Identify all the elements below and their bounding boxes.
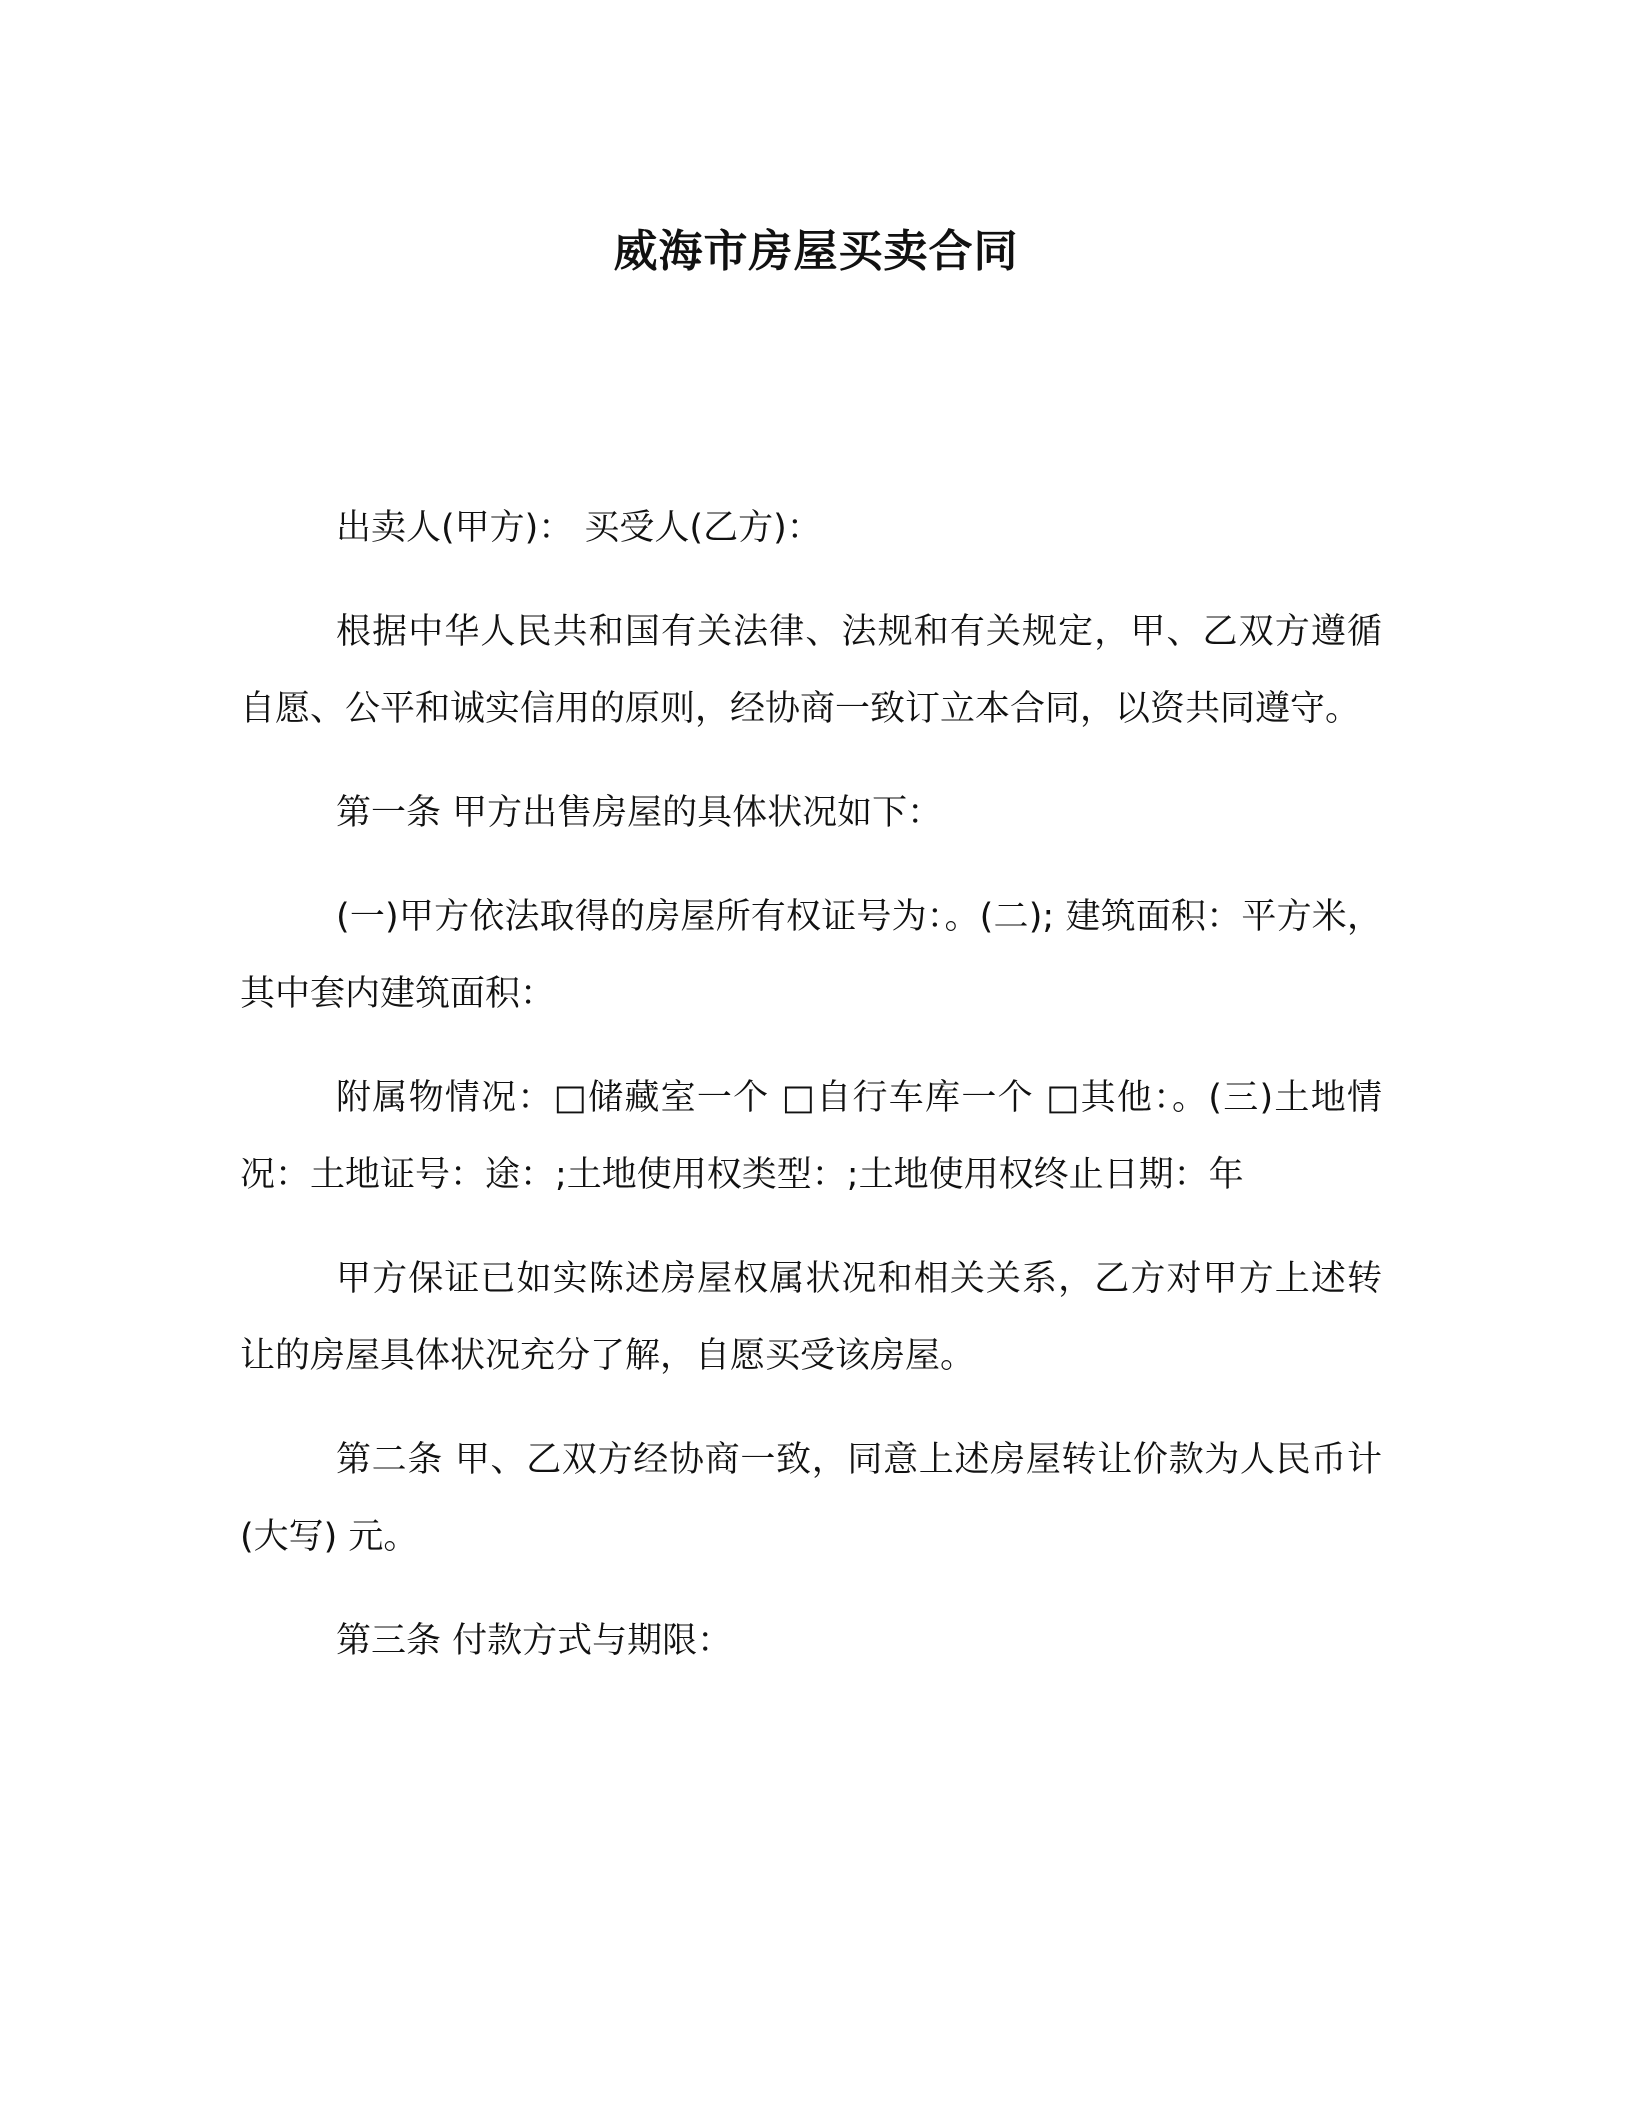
article-1-heading: 第一条 甲方出售房屋的具体状况如下： xyxy=(336,793,943,833)
parties-line: 出卖人(甲方)： 买受人(乙方)： xyxy=(336,508,822,548)
article-2-paragraph: 第二条 甲、乙双方经协商一致，同意上述房屋转让价款为人民币计(大写) 元。 xyxy=(240,1440,1382,1557)
seller-guarantee-paragraph: 甲方保证已如实陈述房屋权属状况和相关关系，乙方对甲方上述转让的房屋具体状况充分了解，自愿买受该房屋。 xyxy=(240,1259,1382,1376)
article-3-heading: 第三条 付款方式与期限： xyxy=(336,1621,733,1661)
preamble-paragraph: 根据中华人民共和国有关法律、法规和有关规定，甲、乙双方遵循自愿、公平和诚实信用的原则，经协商一致订立本合同，以资共同遵守。 xyxy=(240,612,1382,729)
article-1-item-1: (一)甲方依法取得的房屋所有权证号为：。(二); 建筑面积：平方米，其中套内建筑面积： xyxy=(240,897,1382,1014)
article-1-item-2: 附属物情况：□储藏室一个 □自行车库一个 □其他：。(三)土地情况：土地证号：途：;土地使用权类型：;土地使用权终止日期：年 xyxy=(240,1078,1382,1195)
document-body xyxy=(240,490,1382,1707)
document-title: 威海市房屋买卖合同 xyxy=(613,226,1019,277)
